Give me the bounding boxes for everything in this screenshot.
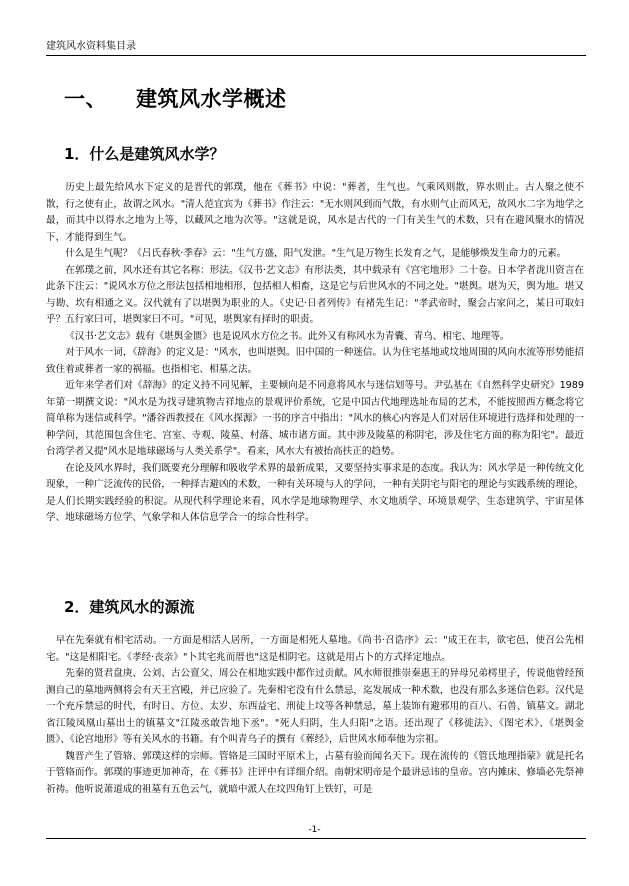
paragraph: 《汉书·艺文志》载有《堪舆金匮》也是说风水方位之书。此外又有称风水为青囊、青乌、相宅、地理等。 [65, 330, 510, 342]
paragraph: 在郭璞之前，风水还有其它名称：形法。《汉书·艺文志》有形法类，其中载录有《宫宅地形》二十卷。日本学者泷川资言在此条下注云："说风水方位之形法包括相地相形，包括相人相畜，这是它与后世风水的不同之处。"堪舆。堪为天，舆为地。堪又与勘、坎有相通之义。汉代就有了以堪舆为职业的人。《史记·日者列传》有褚先生记："孝武帝时，聚会占家问之，某日可取妇乎？五行家曰可，堪舆家曰不可。"可见，堪舆家有择时的职责。 [46, 264, 584, 325]
chapter-title-text: 建筑风水学概述 [136, 87, 287, 111]
paragraph: 早在先秦就有相宅活动。一方面是相活人居所，一方面是相死人墓地。《尚书·召诰序》云："成王在丰，欲宅邑，使召公先相宅。"这是相阳宅。《孝经·丧亲》"卜其宅兆而厝也"这是相阴宅。这就是用占卜的方式择定地点。 [46, 635, 584, 663]
paragraph: 什么是生气呢？《吕氏春秋·季春》云："生气方盛，阳气发泄。"生气是万物生长发育之气，是能够焕发生命力的元素。 [65, 248, 567, 259]
paragraph: 对于风水一词，《辞海》的定义是："风水，也叫堪舆。旧中国的一种迷信。认为住宅基地或坟地周围的风向水流等形势能招致住着或葬者一家的祸福。也指相宅、相墓之法。 [46, 347, 584, 375]
section-title-what-is-fengshui: 1．什么是建筑风水学？ [64, 145, 225, 163]
paragraph: 在论及风水界时，我们既要充分理解和吸收学术界的最新成果，又要坚持实事求是的态度。我认为：风水学是一种传统文化现象，一种广泛流传的民俗，一种择吉避凶的术数，一种有关环境与人的学问，一种有关阴宅与阳宅的理论与实践系统的理论，是人们长期实践经验的积淀。从现代科学理论来看，风水学是地球物理学、水文地质学、环境景观学、生态建筑学、宇宙星体学、地球磁场方位学、气象学和人体信息学合一的综合性科学。 [46, 462, 584, 523]
running-header [46, 40, 586, 56]
paragraph: 魏晋产生了管辂、郭璞这样的宗师。管辂是三国时平原术上，占墓有验而闻名天下。现在流传的《管氏地理指蒙》就是托名于管辂而作。郭璞的事迹更加神奇，在《葬书》注评中有详细介绍。南朝宋明帝是个最讲忌讳的皇帝。宫内摊床、修墙必先祭神祈祷。他听说萧道成的祖墓有五色云气，就暗中派人在坟四角钉上铁钉，可是 [46, 750, 584, 795]
chapter-title [64, 84, 287, 114]
running-header-title: 建筑风水资料集目录 [46, 41, 136, 52]
paragraph: 历史上最先给风水下定义的是晋代的郭璞，他在《葬书》中说："葬者，生气也。气乘风则散，界水则止。古人聚之使不散，行之使有止，故谓之风水。"清人范宜宾为《葬书》作注云："无水则风到而气散，有水则气止而风无，故风水二字为地学之最，而其中以得水之地为上等，以藏风之地为次等。"这就是说，风水是古代的一门有关生气的术数，只有在避风聚水的情况下，才能得到生气。 [46, 182, 584, 243]
footer-rule [46, 838, 586, 839]
paragraph: 近年来学者们对《辞海》的定义持不同见解，主要倾向是不同意将风水与迷信划等号。尹弘基在《自然科学史研究》1989年第一期撰文说："风水是为找寻建筑物吉祥地点的景观评价系统，它是中国古代地理选址布局的艺术，不能按照西方概念将它简单称为迷信或科学。"潘谷西教授在《风水探源》一书的序言中指出："风水的核心内容是人们对居住环境进行选择和处理的一种学问，其范围包含住宅、宫室、寺观、陵墓、村落、城市诸方面。其中涉及陵墓的称阴宅，涉及住宅方面的称为阳宅"。最近台湾学者又提"风水是地球磁场与人类关系学"。看来，风水大有被抬高扶正的趋势。 [46, 380, 584, 457]
section-title-origins: 2．建筑风水的源流 [64, 598, 195, 616]
chapter-number: 一、 [64, 87, 107, 111]
page-number: -1- [308, 825, 321, 835]
section-body-what-is-fengshui [46, 180, 584, 527]
paragraph: 先秦的贤君盘庚、公刘、古公亶父、周公在相地实践中都作过贡献。风水师很推崇秦惠王的异母兄弟樗里子，传说他曾经预测自己的墓地两侧将会有天王宫殿，并已应验了。先秦相宅没有什么禁忌，迄发展成一种术数，也没有那么多迷信色彩。汉代是一个充斥禁忌的时代，有时日、方位、太岁、东西益宅、刑徒上坟等各种禁忌，墓上装饰有避邪用的百八、石兽、镇墓文。湖北省江陵凤凰山墓出土的镇墓文"江陵丞敢告地下丞"。"死人归阴，生人归阳"之语。还出现了《移徙法》、《图宅术》、《堪舆金匮》、《论宫地形》等有关风水的书籍。有个叫青乌子的撰有《葬经》，后世风水师奉他为宗祖。 [46, 668, 584, 745]
section-body-origins [46, 633, 584, 798]
